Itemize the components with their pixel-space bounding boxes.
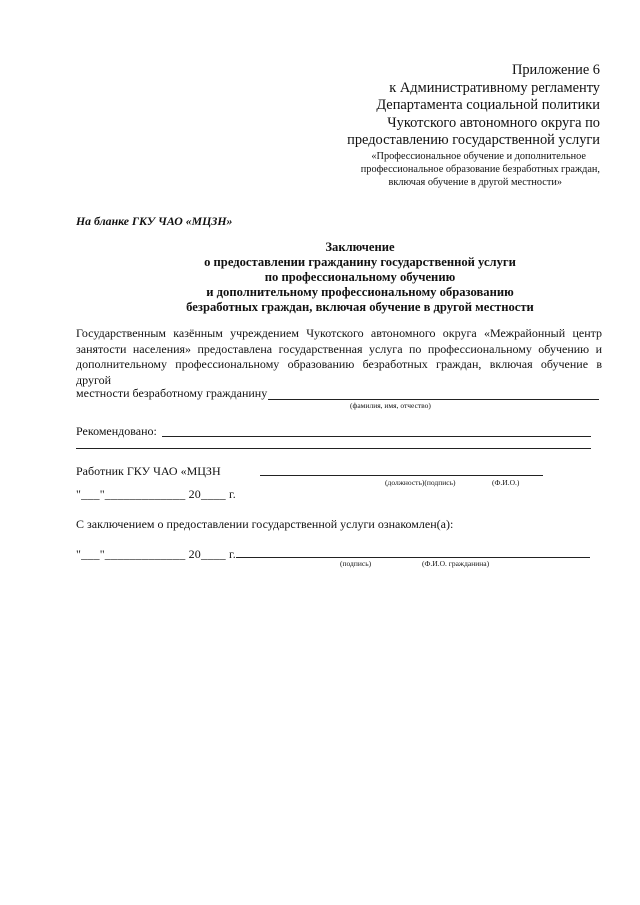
citizen-name-field[interactable] <box>268 399 599 400</box>
body-line: дополнительному профессиональному образованию безработных граждан, включая обучение в другой <box>76 357 602 387</box>
document-title-line: Заключение <box>325 240 395 254</box>
document-title-line: и дополнительному профессиональному образованию <box>206 285 514 299</box>
appendix-line: Чукотского автономного округа по <box>387 114 600 131</box>
citizen-caption: (фамилия, имя, отчество) <box>350 401 431 410</box>
appendix-service-line: профессиональное образование безработных граждан, <box>360 163 600 175</box>
appendix-line: предоставлению государственной услуги <box>347 132 600 148</box>
acknowledgement-signature-field[interactable] <box>236 557 590 558</box>
appendix-line: Департамента социальной политики <box>376 97 600 113</box>
worker-date-field[interactable]: "___"_____________ 20____ г. <box>76 487 236 501</box>
acknowledgement-signature-caption: (подпись) <box>340 559 372 568</box>
appendix-service-line: «Профессиональное обучение и дополнительное <box>371 150 586 162</box>
appendix-header <box>347 62 600 189</box>
worker-name-caption: (Ф.И.О.) <box>492 478 520 487</box>
body-line: Государственным казённым учреждением Чукотского автономного округа «Межрайонный центр <box>76 326 602 340</box>
document-title-line: безработных граждан, включая обучение в другой местности <box>186 300 534 314</box>
document-title <box>60 240 640 315</box>
citizen-label: местности безработному гражданину <box>76 386 268 400</box>
appendix-title: Приложение 6 <box>511 62 600 78</box>
appendix-service-line: включая обучение в другой местности» <box>388 176 562 188</box>
document-title-line: по профессиональному обучению <box>264 270 456 284</box>
recommended-label: Рекомендовано: <box>76 424 157 438</box>
blank-note: На бланке ГКУ ЧАО «МЦЗН» <box>76 214 233 228</box>
body-paragraph <box>76 326 602 388</box>
appendix-line: к Административному регламенту <box>389 79 600 96</box>
acknowledgement-text: С заключением о предоставлении государственной услуги ознакомлен(а): <box>76 517 454 531</box>
body-line: занятости населения» предоставлена государственная услуга по профессиональному обучению и <box>76 341 602 356</box>
worker-label: Работник ГКУ ЧАО «МЦЗН <box>76 464 221 478</box>
worker-position-caption: (должность)(подпись) <box>385 478 456 487</box>
document-title-line: о предоставлении гражданину государственной услуги <box>204 255 516 269</box>
recommended-field[interactable] <box>162 436 591 437</box>
worker-signature-field[interactable] <box>260 475 543 476</box>
acknowledgement-date-field[interactable]: "___"_____________ 20____ г. <box>76 547 236 561</box>
acknowledgement-name-caption: (Ф.И.О. гражданина) <box>422 559 490 568</box>
recommended-field-line-2[interactable] <box>76 448 591 449</box>
